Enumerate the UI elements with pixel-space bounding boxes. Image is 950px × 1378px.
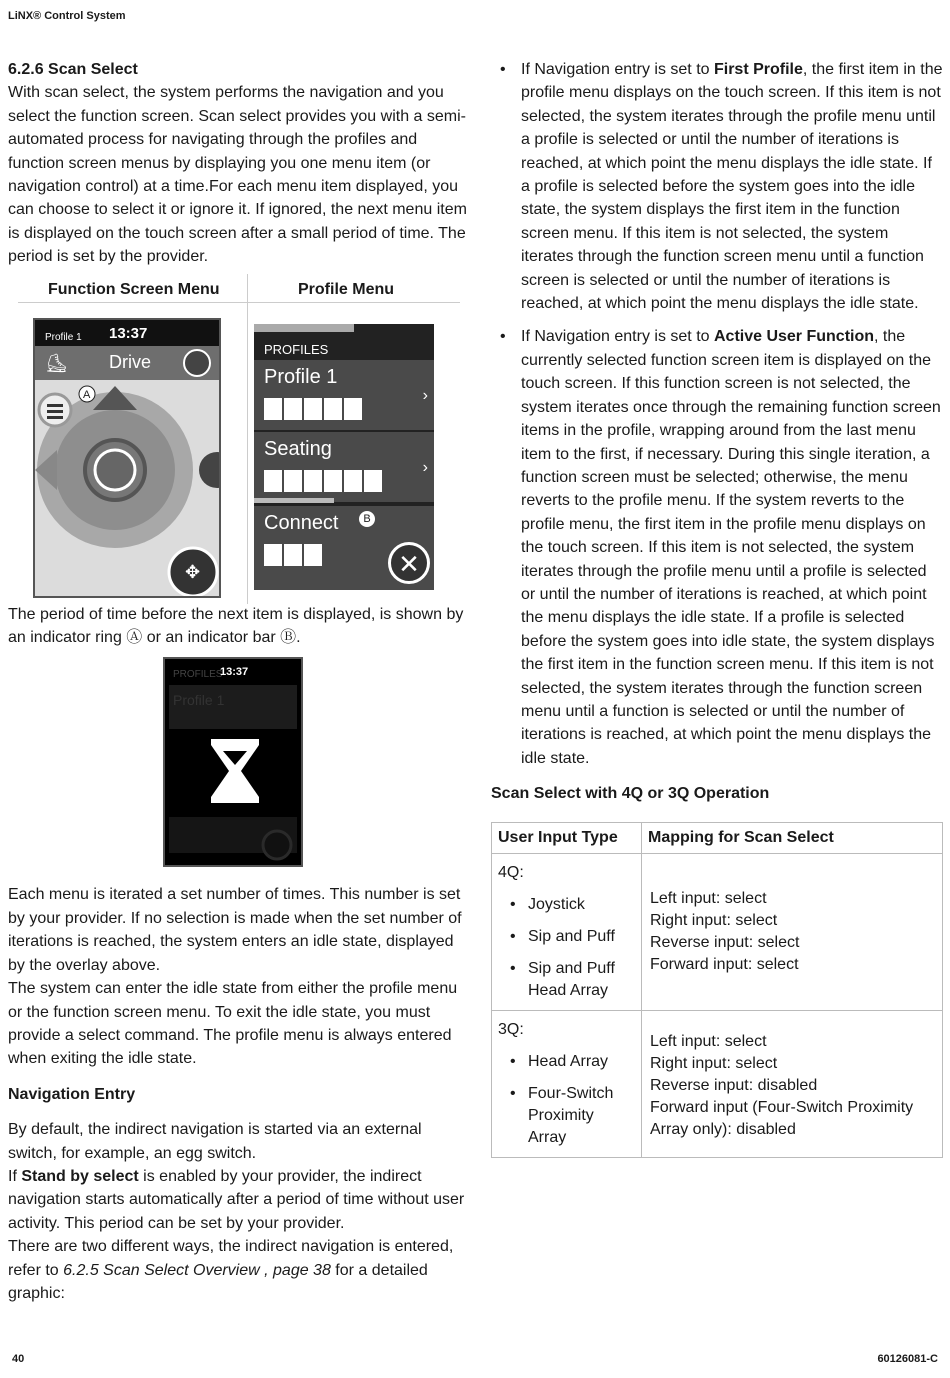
intro-paragraph: With scan select, the system performs the navigation and you select the function screen. Scan select provides you with a semi-automated process for navigating through the profiles and function screen menus by displaying you one menu item (or navigation control) at a time.For each menu item displayed, you can choose to select it or ignore it. If ignored, the next menu item is displayed on the touch screen after a small period of time. The period is set by the provider. xyxy=(8,84,467,266)
profile-row xyxy=(254,430,434,502)
navigation-bullets xyxy=(491,58,943,770)
svg-text:✥: ✥ xyxy=(185,561,201,583)
function-screen-image xyxy=(33,318,221,598)
profile-row xyxy=(254,358,434,430)
column-header: Mapping for Scan Select xyxy=(642,822,943,853)
profile-name: Connect xyxy=(264,511,339,534)
nav-paragraph-3: There are two different ways, the indirect navigation is entered, refer to 6.2.5 Scan Select Overview , page 38 for a detailed graphic: xyxy=(8,1238,454,1302)
drive-bar xyxy=(35,346,219,380)
list-item: • Joystick xyxy=(498,894,635,916)
table-row xyxy=(492,1010,943,1157)
left-column xyxy=(8,58,468,1305)
table-header-row xyxy=(492,822,943,853)
bullet-first-profile: • If Navigation entry is set to First Profile, the first item in the profile menu displays on the touch screen. If this item is not selected, the system iterates through the profile menu until a profile is selected or until the number of iterations is reached, at which point the menu displays the idle state. If a profile is selected before the system goes into the idle state, the system displays the first item in the function screen menu. If this item is not selected, the system iterates through the function screen menu until a function screen is selected or until the number of iterations is reached, at which point the menu displays the idle state. xyxy=(491,58,943,315)
fn-screen-header: Function Screen Menu xyxy=(48,280,220,298)
input-type-cell xyxy=(492,1010,642,1157)
slots xyxy=(264,544,322,566)
indicator-bar xyxy=(254,498,334,503)
profile-name: Profile 1 xyxy=(264,365,338,388)
profiles-faded: PROFILES xyxy=(173,669,223,681)
profile-name: Seating xyxy=(264,437,332,460)
nav-paragraph-1: By default, the indirect navigation is started via an external switch, for example, an egg switch. xyxy=(8,1121,422,1162)
profile-faded: Profile 1 xyxy=(173,692,225,709)
status-bar xyxy=(35,320,219,346)
profiles-title: PROFILES xyxy=(264,341,329,357)
idle-screen-image xyxy=(163,657,303,867)
cross-reference: 6.2.5 Scan Select Overview , page 38 xyxy=(63,1261,331,1279)
mapping-line: Reverse input: select xyxy=(650,933,800,951)
period-paragraph: The period of time before the next item is displayed, is shown by an indicator ring Ⓐ or an indicator bar Ⓑ. xyxy=(8,605,464,647)
clock: 13:37 xyxy=(220,666,249,679)
joystick-graphic xyxy=(35,380,221,598)
list-item: • Head Array xyxy=(498,1051,635,1073)
profile-menu-header: Profile Menu xyxy=(298,280,395,298)
mapping-line: Forward input: select xyxy=(650,955,799,973)
lights-icon xyxy=(183,349,211,377)
slots xyxy=(264,398,362,420)
iteration-paragraph: Each menu is iterated a set number of times. This number is set by your provider. If no selection is made when the set number of iterations is reached, the system enters an idle state, displayed by the overlay above. xyxy=(8,886,462,974)
marker-b: B xyxy=(359,511,375,527)
indicator-strip xyxy=(254,324,354,332)
profile-row xyxy=(254,504,434,590)
close-icon: ✕ xyxy=(388,542,430,584)
profile-menu-image xyxy=(254,324,434,590)
input-type-label: 4Q: xyxy=(498,863,524,881)
document-id: 60126081-C xyxy=(877,1353,938,1365)
divider xyxy=(247,274,248,604)
idle-paragraph: The system can enter the idle state from either the profile menu or the function screen menu. To exit the idle state, you must provide a select command. The profile menu is always entered when exiting the idle state. xyxy=(8,980,458,1068)
table-title: Scan Select with 4Q or 3Q Operation xyxy=(491,785,770,803)
mapping-line: Forward input (Four-Switch Proximity Array only): disabled xyxy=(650,1098,914,1138)
navigation-heading: Navigation Entry xyxy=(8,1085,136,1103)
list-item: • Four-Switch Proximity Array xyxy=(498,1083,635,1149)
list-item: • Sip and Puff Head Array xyxy=(498,958,635,1002)
table-row xyxy=(492,853,943,1010)
input-list xyxy=(498,1051,635,1149)
section-title: 6.2.6 Scan Select xyxy=(8,61,138,78)
clock: 13:37 xyxy=(109,324,148,342)
mapping-line: Right input: select xyxy=(650,1054,778,1072)
page-number: 40 xyxy=(12,1353,25,1365)
idle-figure xyxy=(8,657,468,879)
mapping-line: Reverse input: disabled xyxy=(650,1076,818,1094)
profile-label: Profile 1 xyxy=(45,331,82,343)
slots xyxy=(264,470,382,492)
drive-title: Drive xyxy=(109,351,152,372)
divider xyxy=(18,302,460,303)
hourglass-icon xyxy=(165,659,303,867)
right-column xyxy=(491,58,943,1158)
column-header: User Input Type xyxy=(492,822,642,853)
mapping-cell xyxy=(642,1010,943,1157)
chevron-right-icon: › xyxy=(422,386,428,404)
mapping-line: Right input: select xyxy=(650,911,778,929)
list-item: • Sip and Puff xyxy=(498,926,635,948)
nav-paragraph-2: If Stand by select is enabled by your provider, the indirect navigation starts automatically after a period of time without user activity. This period can be set by your provider. xyxy=(8,1167,465,1232)
input-list xyxy=(498,894,635,1002)
running-header: LiNX® Control System xyxy=(8,10,126,22)
screens-table xyxy=(18,274,460,599)
seat-icon: ⛸ xyxy=(45,352,68,373)
svg-text:A: A xyxy=(83,388,91,401)
input-type-label: 3Q: xyxy=(498,1020,524,1038)
mapping-line: Left input: select xyxy=(650,889,767,907)
input-type-cell xyxy=(492,853,642,1010)
mapping-line: Left input: select xyxy=(650,1032,767,1050)
chevron-right-icon: › xyxy=(422,458,428,476)
bullet-active-user-function: • If Navigation entry is set to Active User Function, the currently selected function screen item is displayed on the touch screen. If this function screen is not selected, the system iterates once through the remaining function screen items in the profile, wrapping around from the last menu item to the first, if necessary. During this single iteration, a function screen must be selected; otherwise, the menu reverts to the profile menu. If the system reverts to the profile menu, the first item in the profile menu displays on the touch screen. If this item is not selected, the system iterates through the profile menu until a profile is selected or until the number of iterations is reached, at which point the menu displays the idle state. If a profile is selected before the system goes into idle state, the system displays the first item in the function screen menu. If this item is not selected, the system iterates through the function screen menu until a function is selected or until the number of iterations is reached, at which point the menu displays the idle state. xyxy=(491,325,943,770)
mapping-cell xyxy=(642,853,943,1010)
scan-select-table xyxy=(491,822,943,1158)
